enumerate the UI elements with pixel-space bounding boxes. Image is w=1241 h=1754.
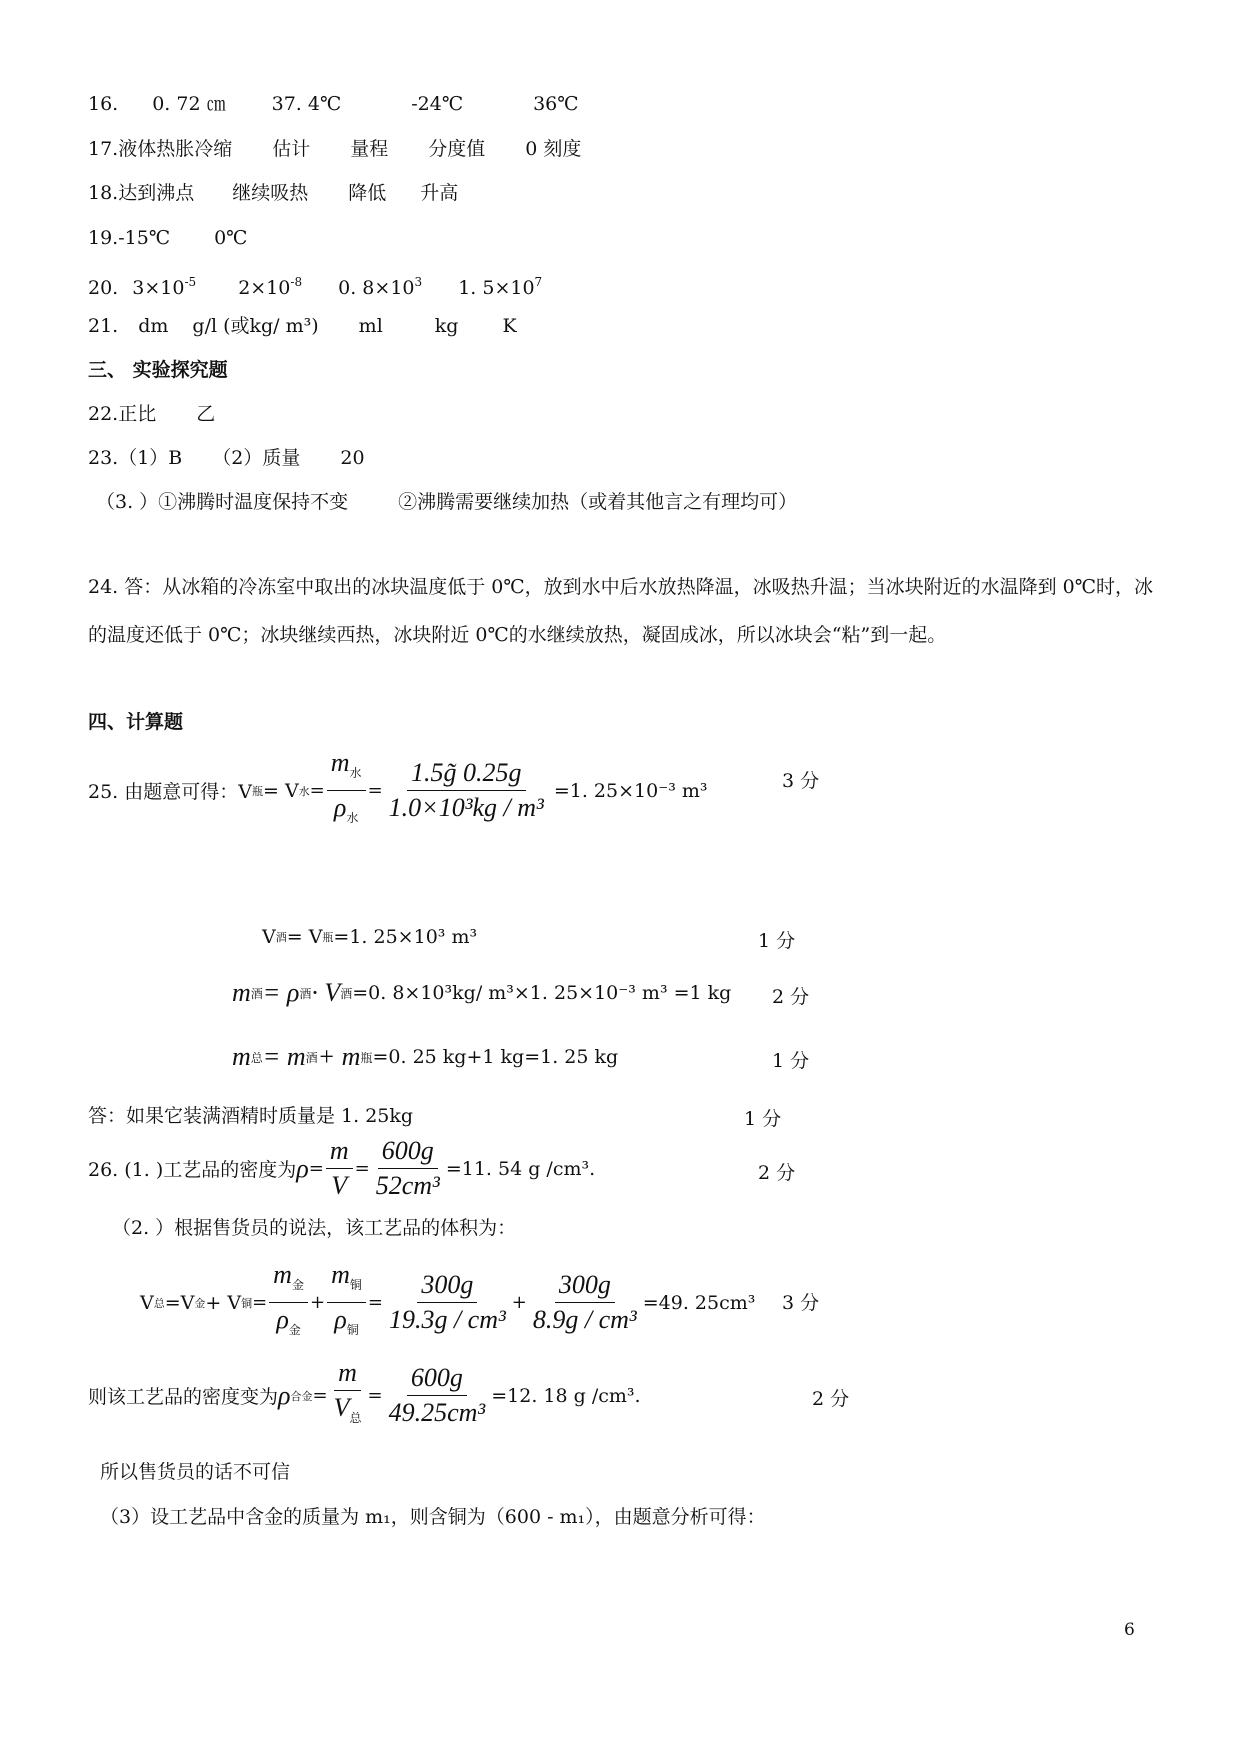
q23-part3: 20 (340, 447, 365, 469)
answer-paragraph-24: 24. 答：从冰箱的冷冻室中取出的冰块温度低于 0℃，放到水中后水放热降温，冰吸热升温；当冰块附近的水温降到 0℃时，冰的温度还低于 0℃；冰块继续西热，冰块附近 0℃的水继续放热，凝固成冰，所以冰块会“粘”到一起。 (88, 576, 1154, 646)
q22-a: 正比 (118, 403, 157, 425)
q26-line-5: 所以售货员的话不可信 (100, 1461, 291, 1483)
q19-number: 19. (88, 227, 119, 249)
q26-score-1: 2 分 (758, 1162, 796, 1184)
q26-formula-1: 26. (1. )工艺品的密度为 ρ = $\frac{m}{V}$ = $\frac{600g}{\text{52cm³}}$ =11. 54 g /cm³. (88, 1136, 596, 1200)
q25-score-5: 1 分 (744, 1108, 782, 1130)
q16-b: 37. 4℃ (271, 93, 342, 115)
q25-formula-3: m 酒 = ρ 酒 · V 酒 =0. 8×10³kg/ m³×1. 25×10⁻³ m³ =1 kg (232, 978, 732, 1007)
q26-formula-alloy-density: 则该工艺品的密度变为 ρ 合金 = $\frac{m}{V_总}$ = $\frac{600g}{\text{49.25cm³}}$ =12. 18 g /cm³. (88, 1358, 641, 1433)
q20-d: 1. 5×107 (458, 275, 543, 299)
q16-a: 0. 72 ㎝ (152, 93, 226, 115)
q19-a: -15℃ (118, 227, 171, 249)
q23-part1: （1）B (118, 447, 183, 469)
answer-line-22: 22.正比 乙 (88, 403, 216, 425)
q16-c: -24℃ (411, 93, 464, 115)
q25-score-1: 3 分 (782, 770, 820, 792)
q17-c: 量程 (350, 138, 389, 160)
q20-c: 0. 8×103 (338, 275, 423, 299)
q18-d: 升高 (420, 182, 459, 204)
answer-line-19 (88, 226, 247, 250)
fraction-m-over-v: $\frac{m}{V}$ (326, 1136, 353, 1201)
q16-d: 36℃ (533, 93, 579, 115)
fraction-mtong-over-rhotong: $\frac{m_铜}{\rho_铜}$ (327, 1260, 366, 1345)
q17-a: 液体热胀冷缩 (118, 138, 233, 160)
answer-line-20 (88, 270, 542, 300)
answer-line-16 (88, 92, 579, 116)
q23-part3a: （3. ）①沸腾时温度保持不变 (96, 491, 349, 513)
q18-c: 降低 (348, 182, 387, 204)
q16-number: 16. (88, 93, 119, 115)
q21-c: ml (358, 315, 383, 337)
answer-line-17 (88, 137, 581, 161)
q26-line-2: （2. ）根据售货员的说法，该工艺品的体积为： (112, 1217, 517, 1239)
answer-line-18 (88, 181, 458, 205)
q26-formula-volume: V 总 =V 金 + V 铜 = $\frac{m_金}{\rho_金}$ + $\frac{m_铜}{\rho_铜}$ = $\frac{300g}{\text{19.3g / cm³}}$ + $\frac{300g}{\text{8.9g / cm³}}$ =49. 25cm³ (140, 1260, 755, 1345)
q17-d: 分度值 (428, 138, 486, 160)
q21-d: kg (434, 315, 459, 337)
q20-number: 20. (88, 277, 119, 299)
q17-b: 估计 (272, 138, 311, 160)
q23-part2: （2）质量 (212, 447, 301, 469)
q23-part3b: ②沸腾需要继续加热（或着其他言之有理均可） (398, 491, 798, 513)
q17-number: 17. (88, 138, 119, 160)
page-number: 6 (1124, 1620, 1135, 1640)
fraction-300g-over-19-3: $\frac{300g}{\text{19.3g / cm³}}$ (388, 1270, 506, 1334)
fraction-600g-over-52cm3: $\frac{600g}{\text{52cm³}}$ (375, 1136, 440, 1200)
q26-line-6: （3）设工艺品中含金的质量为 m₁，则含铜为（600 - m₁），由题意分析可得： (100, 1506, 766, 1528)
q25-formula-1: 25. 由题意可得：V 瓶 = V 水 = $\frac{m_水}{\rho_水}$ = $\frac{1.5g̃ 0.25g}{\text{1.0×10³kg / m³}}$ =1. 25×10⁻³ m³ (88, 748, 708, 833)
fraction-300g-over-8-9: $\frac{300g}{\text{8.9g / cm³}}$ (532, 1270, 637, 1334)
q26-score-3: 2 分 (812, 1388, 850, 1410)
q18-b: 继续吸热 (232, 182, 309, 204)
q25-score-2: 1 分 (758, 930, 796, 952)
q25-formula-2: V 酒 = V 瓶 =1. 25×10³ m³ (262, 926, 478, 948)
q20-a: 3×10-5 (132, 275, 197, 299)
q25-formula-4: m 总 = m 酒 + m 瓶 =0. 25 kg+1 kg=1. 25 kg (232, 1042, 619, 1071)
fraction-mjin-over-rhojin: $\frac{m_金}{\rho_金}$ (269, 1260, 308, 1345)
q17-e: 0 刻度 (525, 138, 582, 160)
q25-score-3: 2 分 (772, 986, 810, 1008)
q21-e: K (502, 315, 517, 337)
q22-b: 乙 (196, 403, 216, 425)
section-heading-calculation: 四、计算题 (88, 711, 184, 733)
q20-b: 2×10-8 (238, 275, 303, 299)
q25-score-4: 1 分 (772, 1050, 810, 1072)
answer-line-23: 23.（1）B （2）质量 20 (88, 447, 365, 469)
q21-number: 21. (88, 315, 119, 337)
fraction-600g-over-49-25: $\frac{600g}{\text{49.25cm³}}$ (388, 1363, 486, 1427)
fraction-m-over-rho: $\frac{m_水}{\rho_水}$ (327, 748, 366, 833)
answer-line-21 (88, 314, 517, 338)
q21-a: dm (138, 315, 169, 337)
q18-a: 达到沸点 (118, 182, 195, 204)
q19-b: 0℃ (214, 227, 248, 249)
section-heading-experiment: 三、 实验探究题 (88, 359, 228, 381)
fraction-m-over-vzong: $\frac{m}{V_总}$ (333, 1358, 362, 1425)
q26-score-2: 3 分 (782, 1292, 820, 1314)
answer-line-23-3 (96, 490, 797, 514)
q21-b: g/l (或kg/ m³) (192, 315, 319, 337)
q18-number: 18. (88, 182, 119, 204)
fraction-mass-over-density: $\frac{1.5g̃ 0.25g}{\text{1.0×10³kg / m³}}$ (388, 758, 544, 822)
q25-answer: 答：如果它装满酒精时质量是 1. 25kg (88, 1105, 414, 1127)
